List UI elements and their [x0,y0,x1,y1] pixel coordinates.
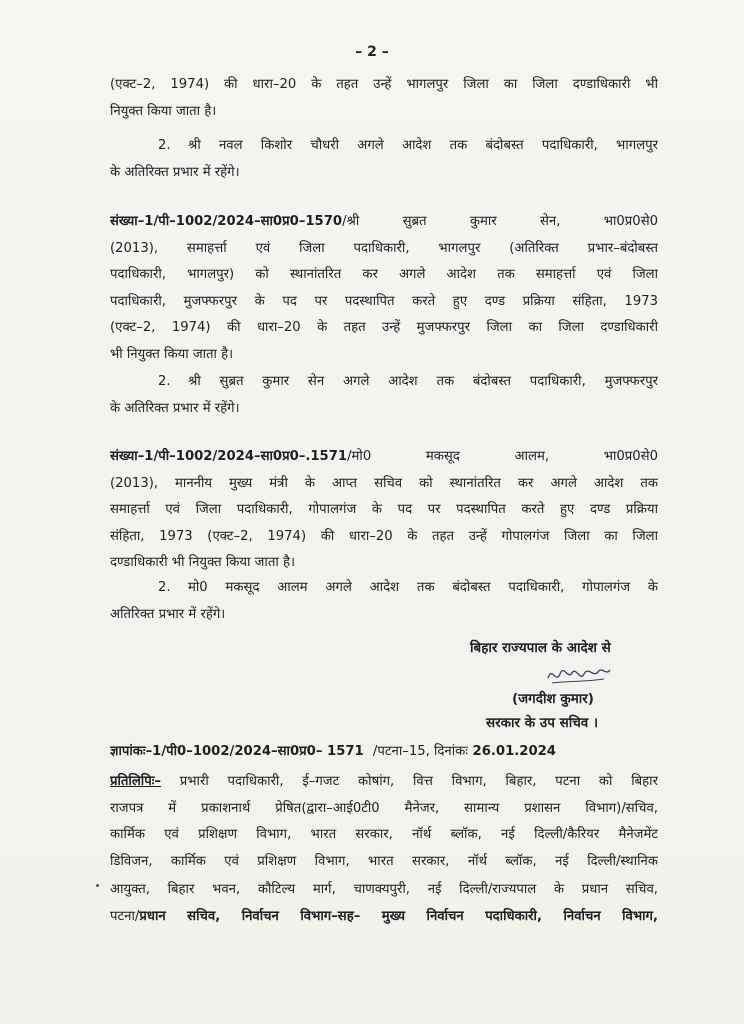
text-line: श्री सुब्रत कुमार सेन अगले आदेश तक बंदोबस्त पदाधिकारी, मुजफ्फरपुर [188,374,658,389]
memo-line [110,739,658,766]
text-line: दण्डाधिकारी भी नियुक्त किया जाता है। [110,555,295,570]
order-paragraph-1570 [110,209,658,368]
signatory-name: (जगदीश कुमार) [512,691,594,707]
text-line: आयुक्त, बिहार भवन, कौटिल्य मार्ग, चाणक्यपुरी, नई दिल्ली/राज्यपाल के प्रधान सचिव, [110,882,658,897]
copy-label: प्रतिलिपिः– [110,774,161,789]
memo-number: ज्ञापांकः–1/पी0–1002/2024–सा0प्र0– 1571 [110,744,364,759]
text-line: श्री नवल किशोर चौधरी अगले आदेश तक बंदोबस्त पदाधिकारी, भागलपुर [188,138,658,153]
text-line: के अतिरिक्त प्रभार में रहेंगे। [110,400,240,416]
text-line: /मो0 मकसूद आलम, भा0प्र0से0 [347,449,658,464]
text-line: समाहर्त्ता एवं जिला पदाधिकारी, गोपालगंज के पद पर पदस्थापित करते हुए दण्ड प्रक्रिया [110,502,658,517]
copy-to-block [110,769,658,875]
text-line: पदाधिकारी, मुजफ्फरपुर के पद पर पदस्थापित करते हुए दण्ड प्रक्रिया संहिता, 1973 [110,293,658,309]
page-number: – 2 – [355,44,389,60]
stray-mark [96,884,99,887]
text-line: पटना/ [110,908,140,924]
order-authority: बिहार राज्यपाल के आदेश से [470,640,611,656]
text-line: (एक्ट–2, 1974) की धारा–20 के तहत उन्हें मुजफ्फरपुर जिला का जिला दण्डाधिकारी [110,320,658,335]
copy-to-block-continued [110,877,658,930]
order-reference: संख्या–1/पी–1002/2024–सा0प्र0–.1571 [110,449,348,464]
memo-place: /पटना–15, दिनांकः [372,744,468,759]
text-line: /श्री सुब्रत कुमार सेन, भा0प्र0से0 [342,214,658,229]
text-line: अतिरिक्त प्रभार में रहेंगे। [110,606,226,622]
paragraph-additional-charge-1 [110,133,658,186]
text-line: पदाधिकारी, भागलपुर) को स्थानांतरित कर अगले आदेश तक समाहर्त्ता एवं जिला [110,267,658,282]
text-line: प्रभारी पदाधिकारी, ई–गजट कोषांग, वित्त विभाग, बिहार, पटना को बिहार [179,774,658,789]
text-line-bold: प्रधान सचिव, निर्वाचन विभाग–सह– मुख्य निर्वाचन पदाधिकारी, निर्वाचन विभाग, [139,908,658,924]
text-line: (2013), समाहर्त्ता एवं जिला पदाधिकारी, भागलपुर (अतिरिक्त प्रभार–बंदोबस्त [110,240,658,256]
clause-number: 2. [158,580,171,595]
signature-scribble [544,664,614,688]
text-line: कार्मिक एवं प्रशिक्षण विभाग, भारत सरकार, नॉर्थ ब्लॉक, नई दिल्ली/कैरियर मैनेजमेंट [110,827,658,842]
clause-number: 2. [158,138,171,153]
order-reference: संख्या–1/पी–1002/2024–सा0प्र0–1570 [110,214,343,229]
memo-date: 26.01.2024 [472,744,556,759]
text-line: मो0 मकसूद आलम अगले आदेश तक बंदोबस्त पदाधिकारी, गोपालगंज के [188,580,658,595]
signatory-designation: सरकार के उप सचिव । [486,715,599,731]
text-line: राजपत्र में प्रकाशनार्थ प्रेषित(द्वारा–आई0टी0 मैनेजर, सामान्य प्रशासन विभाग)/सचिव, [110,800,658,816]
text-line: संहिता, 1973 (एक्ट–2, 1974) की धारा–20 के तहत उन्हें गोपालगंज जिला का जिला [110,528,658,544]
text-line: डिविजन, कार्मिक एवं प्रशिक्षण विभाग, भारत सरकार, नॉर्थ ब्लॉक, नई दिल्ली/स्थानिक [110,853,658,869]
text-line: के अतिरिक्त प्रभार में रहेंगे। [110,164,240,180]
paragraph-additional-charge-3 [110,575,658,628]
text-line: (एक्ट–2, 1974) की धारा–20 के तहत उन्हें भागलपुर जिला का जिला दण्डाधिकारी भी [110,77,658,92]
text-line: नियुक्त किया जाता है। [110,103,217,119]
order-paragraph-1571 [110,444,658,577]
clause-number: 2. [158,374,171,389]
text-line: (2013), माननीय मुख्य मंत्री के आप्त सचिव को स्थानांतरित कर अगले आदेश तक [110,475,658,491]
paragraph-continuation [110,72,658,125]
text-line: भी नियुक्त किया जाता है। [110,346,234,362]
paragraph-additional-charge-2 [110,369,658,422]
